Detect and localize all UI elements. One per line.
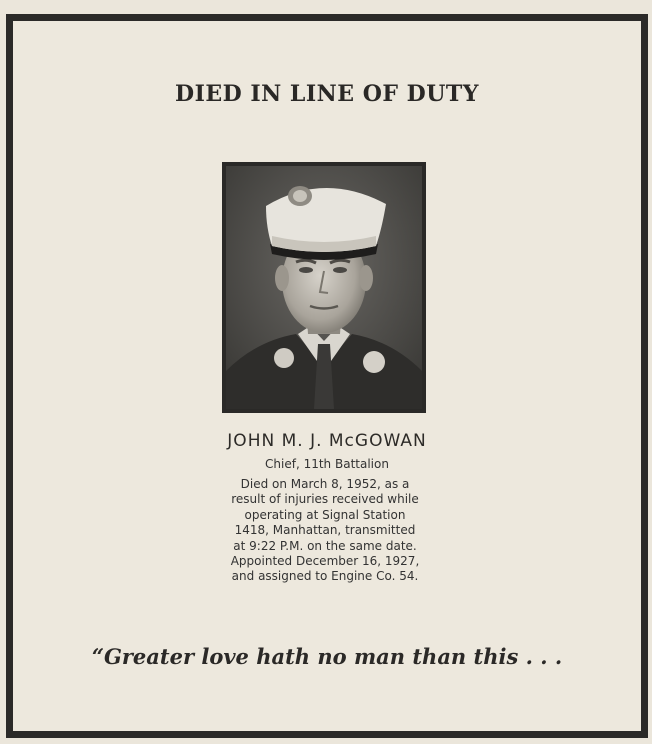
obituary-line: operating at Signal Station	[244, 507, 406, 522]
obituary-text	[210, 477, 440, 585]
obituary-line: Died on March 8, 1952, as a	[240, 477, 410, 491]
memorial-quote: “Greater love hath no man than this . . .	[91, 644, 563, 669]
obituary-line: result of injuries received while	[231, 492, 419, 507]
portrait-photo-icon	[226, 166, 422, 409]
obituary-line: at 9:22 P.M. on the same date.	[233, 538, 417, 553]
obituary-line: Appointed December 16, 1927,	[230, 554, 420, 569]
honoree-rank: Chief, 11th Battalion	[265, 457, 389, 471]
honoree-name: JOHN M. J. McGOWAN	[227, 431, 427, 451]
mourning-border	[6, 14, 648, 738]
obituary-line: and assigned to Engine Co. 54.	[231, 569, 419, 584]
obituary-line: 1418, Manhattan, transmitted	[234, 523, 416, 538]
page-heading: DIED IN LINE OF DUTY	[174, 81, 479, 107]
portrait-photo	[222, 162, 426, 413]
